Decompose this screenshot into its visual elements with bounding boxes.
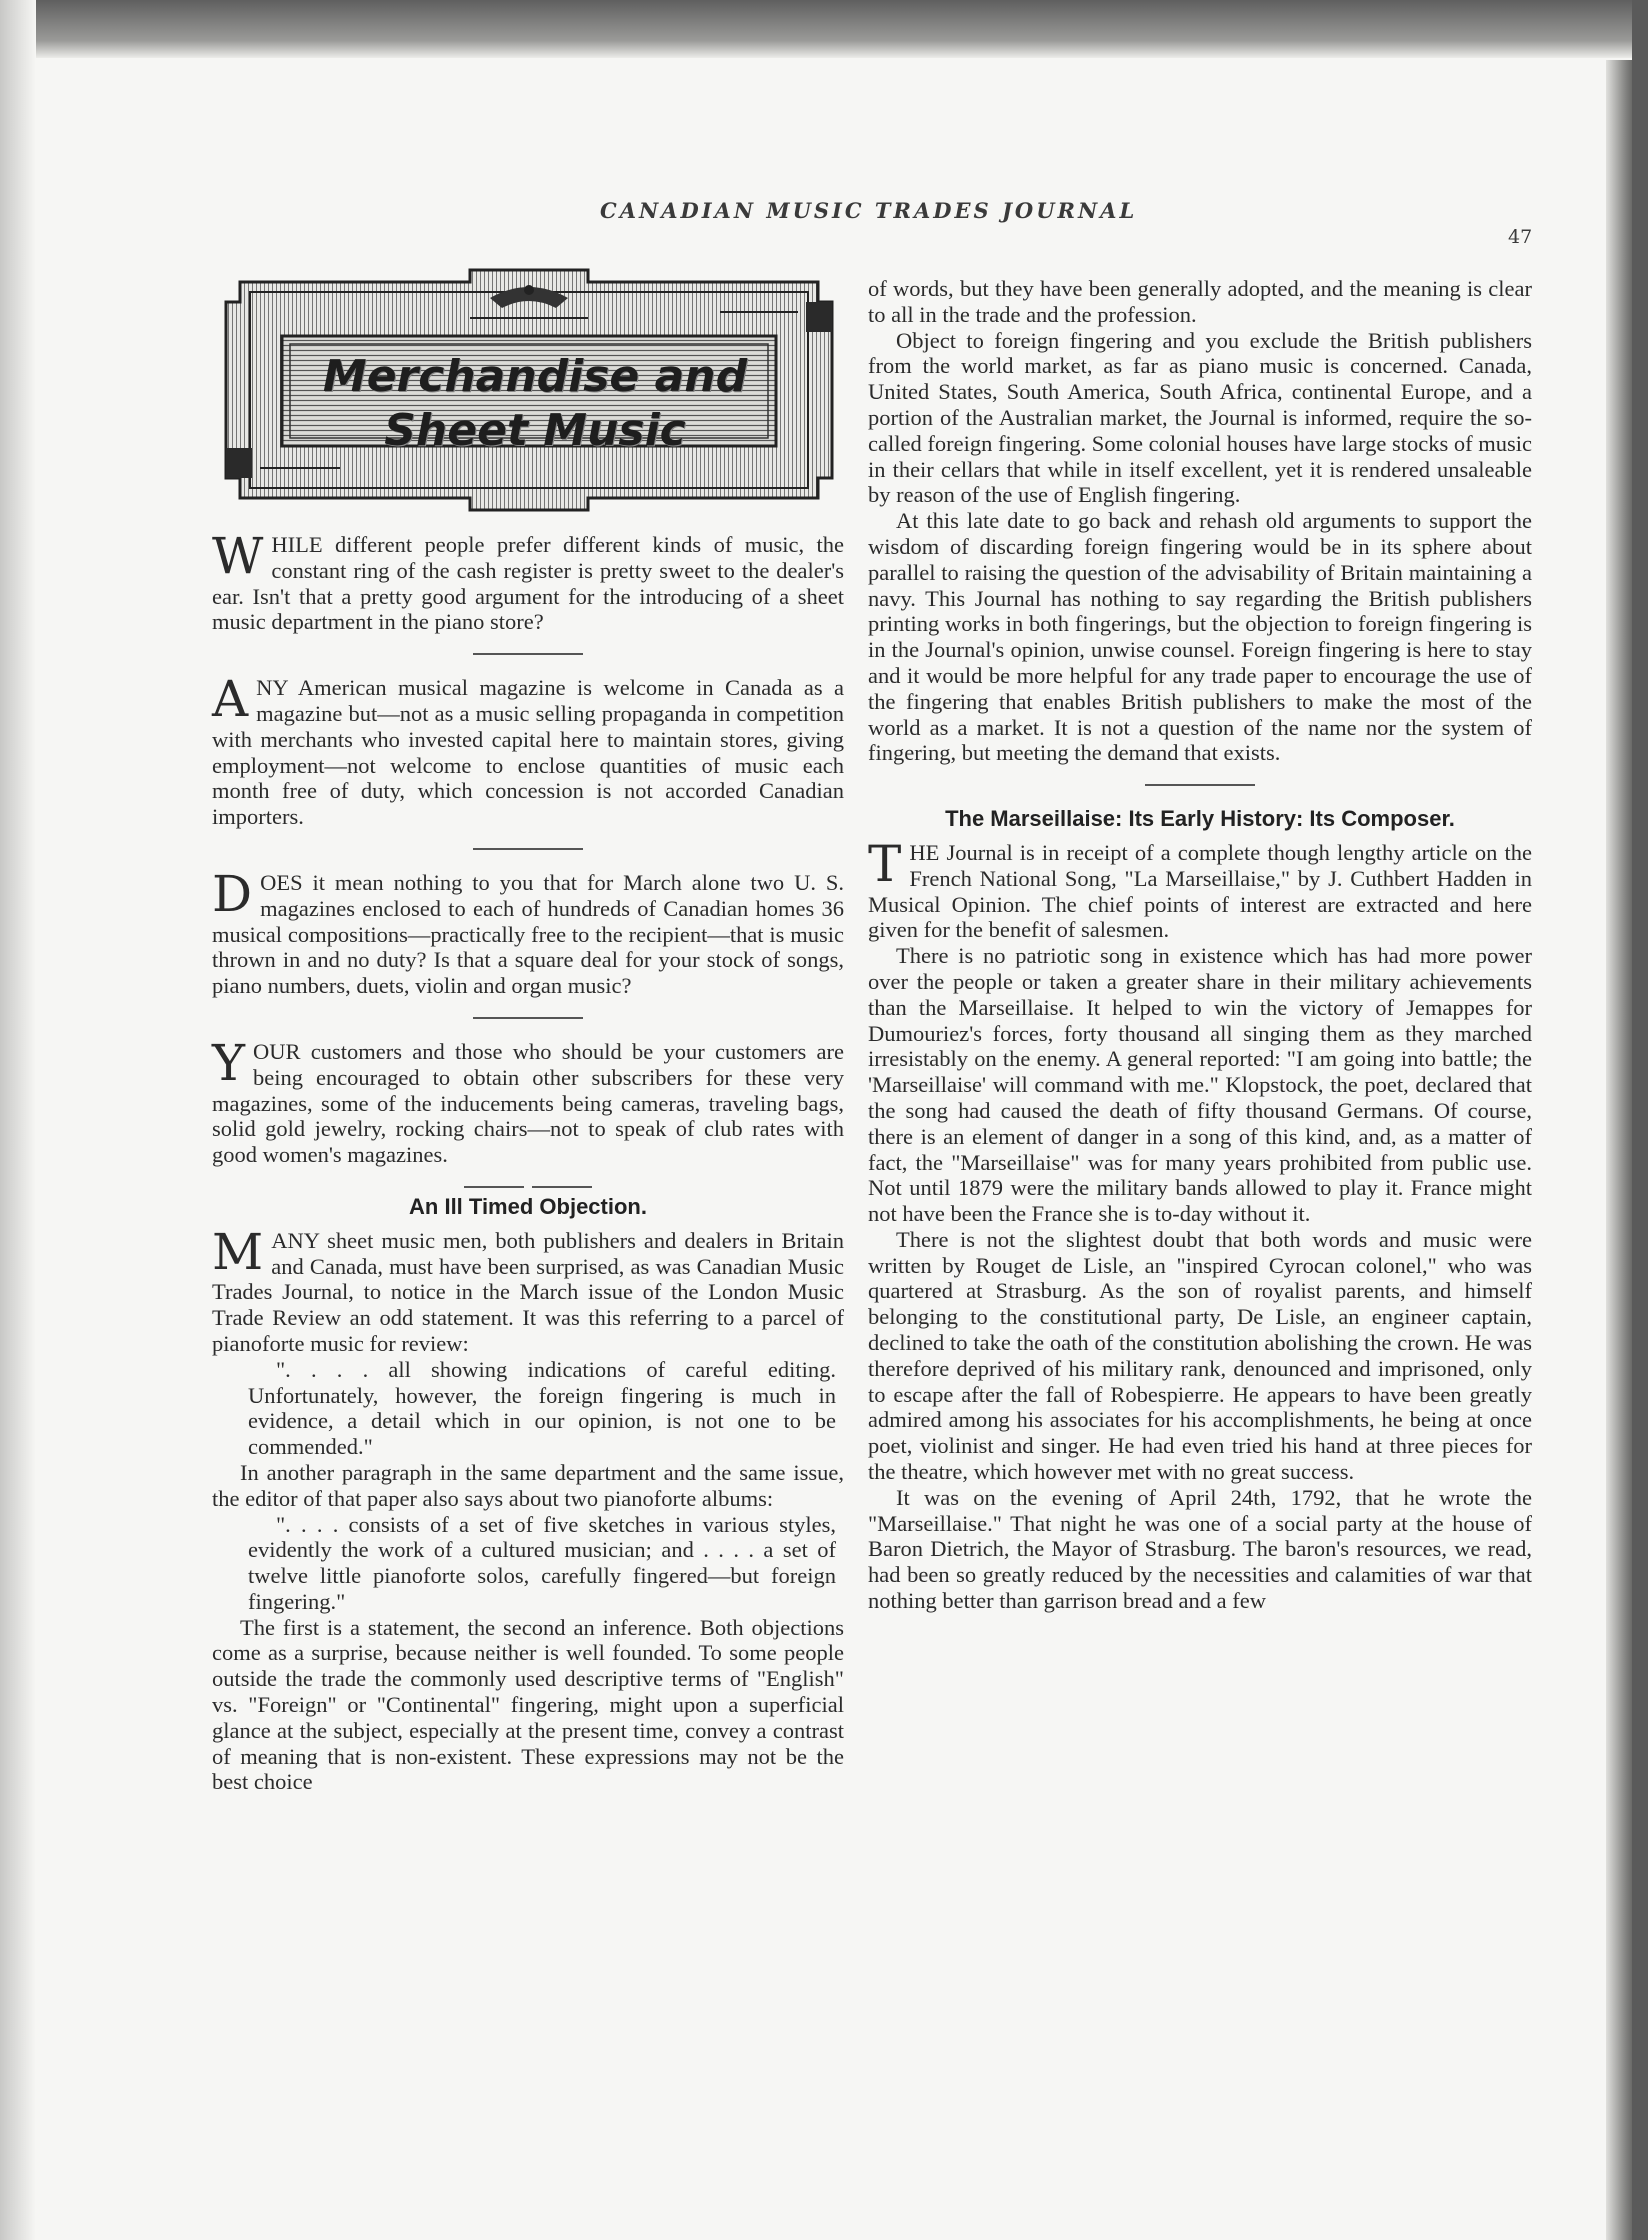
section-banner [220, 268, 838, 512]
section-divider [473, 653, 583, 655]
paragraph: WHILE different people prefer different kinds of music, the constant ring of the cash register is pretty sweet to the dealer's ear. Isn't that a pretty good argument for the introducing of a sheet music department in the piano store? [212, 527, 844, 635]
banner-title-line2: Sheet Music [384, 405, 686, 456]
right-column [868, 276, 1532, 1614]
drop-cap: A [212, 670, 249, 729]
paragraph: At this late date to go back and rehash old arguments to support the wisdom of discarding foreign fingering would be in its sphere about parallel to raising the question of the advisability of Britain maintaining a navy. This Journal has nothing to say regarding the British publishers printing works in both fingerings, but the objection to foreign fingering is in the Journal's opinion, unwise counsel. Foreign fingering is here to stay and it would be more helpful for any trade paper to encourage the use of the fingering that enables British publishers to make the most of the world as a market. It is not a question of the name nor the system of fingering, but meeting the demand that exists. [868, 508, 1532, 766]
paragraph: In another paragraph in the same department and the same issue, the editor of that paper also says about two pianoforte albums: [212, 1459, 844, 1511]
drop-cap: Y [212, 1033, 246, 1092]
gutter-shadow [0, 0, 36, 2240]
section-divider [473, 1017, 583, 1019]
running-head: CANADIAN MUSIC TRADES JOURNAL [600, 198, 1138, 223]
banner-title [282, 350, 788, 458]
article-heading: An Ill Timed Objection. [409, 1193, 647, 1219]
drop-cap: T [868, 834, 902, 893]
paragraph: There is not the slightest doubt that both words and music were written by Rouget de Lisle, an "inspired Cyrocan colonel," who was quartered at Strasburg. As the son of royalist parents, and himself belonging to the constitutional party, De Lisle, an engineer captain, declined to take the oath of the constitution abolishing the crown. He was therefore deprived of his military rank, denounced and imprisoned, only to escape after the fall of Robespierre. He appears to have been greatly admired among his associates for his accomplishments, he being at once poet, violinist and singer. He had even tried his hand at three pieces for the theatre, which however met with no great success. [868, 1226, 1532, 1485]
drop-cap: M [212, 1222, 264, 1281]
banner-title-line1: Merchandise and [322, 351, 748, 402]
block-quote: ". . . . consists of a set of five sketches in various styles, evidently the work of a cultured musician; and . . . . a set of twelve little pianoforte solos, carefully fingered—but foreign fingering." [248, 1511, 836, 1614]
paragraph: YOUR customers and those who should be your customers are being encouraged to obtain other subscribers for these very magazines, some of the inducements being cameras, traveling bags, solid gold jewelry, rocking chairs—not to speak of club rates with good women's magazines. [212, 1033, 844, 1168]
paragraph: ANY American musical magazine is welcome in Canada as a magazine but—not as a music selling propaganda in competition with merchants who invested capital here to maintain stores, giving employment—not welcome to enclose quantities of music each month free of duty, which concession is not accorded Canadian importers. [212, 670, 844, 830]
section-divider [473, 848, 583, 850]
page-edge-shadow [1606, 60, 1632, 2240]
scan-top-shadow [0, 0, 1632, 58]
article-heading: The Marseillaise: Its Early History: Its Composer. [945, 806, 1455, 832]
paragraph: DOES it mean nothing to you that for March alone two U. S. magazines enclosed to each of hundreds of Canadian homes 36 musical compositions—practically free to the recipient—that is music thrown in and no duty? Is that a square deal for your stock of songs, piano numbers, duets, violin and organ music? [212, 864, 844, 999]
page-number: 47 [1508, 226, 1533, 248]
section-divider [1145, 784, 1255, 786]
paragraph: of words, but they have been generally adopted, and the meaning is clear to all in the trade and the profession. [868, 276, 1532, 327]
left-column [212, 527, 844, 1795]
paragraph: THE Journal is in receipt of a complete though lengthy article on the French National Song, "La Marseillaise," by J. Cuthbert Hadden in Musical Opinion. The chief points of interest are extracted and here given for the benefit of salesmen. [868, 834, 1532, 943]
drop-cap: W [212, 527, 264, 585]
paragraph: Object to foreign fingering and you exclude the British publishers from the world market, as far as piano music is concerned. Canada, United States, South America, South Africa, continental Europe, and a portion of the Australian market, the Journal is informed, require the so-called foreign fingering. Some colonial houses have large stocks of music in their cellars that while in itself excellent, yet it is rendered unsaleable by reason of the use of English fingering. [868, 327, 1532, 508]
paragraph: The first is a statement, the second an inference. Both objections come as a surprise, because neither is well founded. To some people outside the trade the commonly used descriptive terms of "English" vs. "Foreign" or "Continental" fingering, might upon a superficial glance at the subject, especially at the present time, convey a contrast of meaning that is non-existent. These expressions may not be the best choice [212, 1614, 844, 1795]
section-divider [212, 1186, 844, 1188]
drop-cap: D [212, 864, 253, 923]
paragraph: MANY sheet music men, both publishers and dealers in Britain and Canada, must have been surprised, as was Canadian Music Trades Journal, to notice in the March issue of the London Music Trade Review an odd statement. It was this referring to a parcel of pianoforte music for review: [212, 1222, 844, 1356]
paragraph: It was on the evening of April 24th, 1792, that he wrote the "Marseillaise." That night he was one of a social party at the house of Baron Dietrich, the Mayor of Strasburg. The baron's resources, we read, had been so greatly reduced by the necessities and calamities of war that nothing better than garrison bread and a few [868, 1484, 1532, 1614]
paragraph: There is no patriotic song in existence which has had more power over the people or taken a greater share in their military achievements than the Marseillaise. It helped to win the victory of Jemappes for Dumouriez's forces, forty thousand all singing them as they marched irresistably on the enemy. A general reported: "I am going into battle; the 'Marseillaise' will command with me." Klopstock, the poet, declared that the song had caused the death of fifty thousand Germans. Of course, there is an element of danger in a song of this kind, and, as a matter of fact, the "Marseillaise" was for many years prohibited from public use. Not until 1879 were the military bands allowed to play it. France might not have been the France she is to-day without it. [868, 943, 1532, 1227]
block-quote: ". . . . all showing indications of careful editing. Unfortunately, however, the foreign fingering is much in evidence, a detail which in our opinion, is not one to be commended." [248, 1356, 836, 1460]
